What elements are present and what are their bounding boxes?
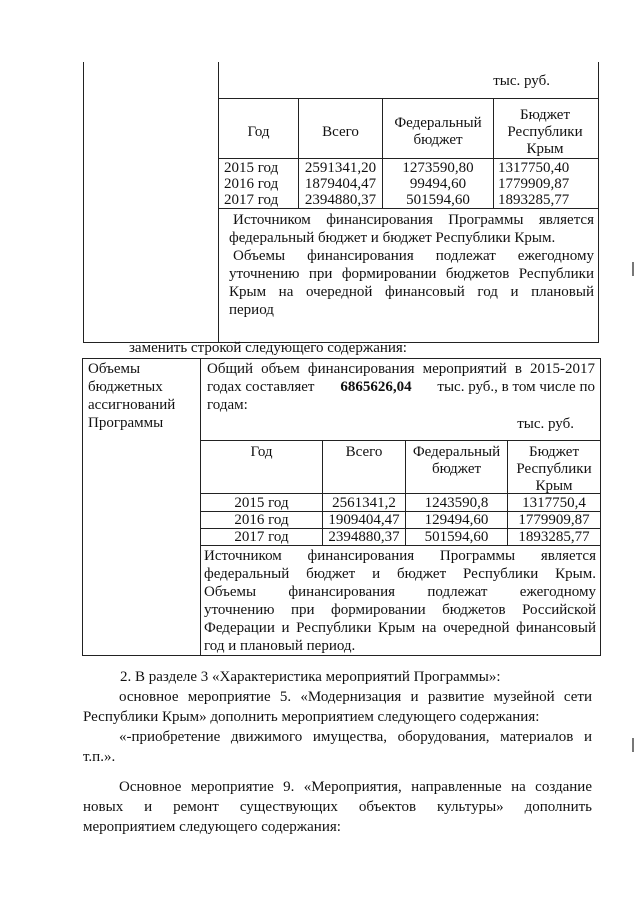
new-label-line-4: Программы [88, 415, 164, 431]
old-source-line-4: уточнению при формировании бюджетов Республики [229, 266, 594, 282]
section-2-heading: 2. В разделе 3 «Характеристика мероприятий Программы»: [120, 669, 501, 685]
new-row-2016-total: 1909404,47 [328, 512, 400, 528]
new-source-line-6: год и плановый период. [204, 638, 356, 654]
paragraph-1-line-2: Республики Крым» дополнить мероприятием следующего содержания: [83, 709, 540, 725]
old-row-2015-total: 2591341,20 [304, 160, 377, 176]
new-total-amount: 6865626,04 [340, 379, 412, 395]
paragraph-3-line-3: мероприятием следующего содержания: [83, 819, 341, 835]
old-source-line-2: федеральный бюджет и бюджет Республики Крым. [229, 230, 556, 246]
new-row-2015-total: 2561341,2 [332, 495, 396, 511]
old-row-2017-federal: 501594,60 [406, 192, 470, 208]
old-source-line-5: Крым на очередной финансовый год и плановый [229, 284, 594, 300]
new-row-2017-federal: 501594,60 [424, 529, 489, 545]
new-table-unit: тыс. руб. [517, 416, 574, 432]
new-header-federal: Федеральный бюджет [412, 444, 501, 477]
old-row-2015-federal: 1273590,80 [402, 160, 474, 176]
old-row-2016-crimea: 1779909,87 [498, 176, 570, 192]
new-header-total: Всего [345, 444, 383, 460]
old-row-2015-year: 2015 год [224, 160, 279, 176]
new-intro-line-3: годам: [207, 397, 248, 413]
new-label-line-1: Объемы [88, 361, 141, 377]
old-source-line-6: период [229, 302, 274, 318]
new-row-2015-year: 2015 год [234, 495, 289, 511]
new-row-2015-crimea: 1317750,4 [522, 495, 586, 511]
old-header-federal: Федеральный бюджет [394, 115, 482, 148]
old-header-total: Всего [322, 124, 359, 140]
new-header-crimea: Бюджет Республики Крым [516, 444, 592, 494]
new-source-line-2: федеральный бюджет и бюджет Республики Крым. [204, 566, 596, 582]
paragraph-2-line-2: т.п.». [83, 749, 116, 765]
old-row-2016-total: 1879404,47 [304, 176, 377, 192]
new-intro-text-a: годах составляет [207, 379, 315, 395]
old-row-2016-federal: 99494,60 [409, 176, 467, 192]
replace-instruction: заменить строкой следующего содержания: [129, 340, 407, 356]
new-source-line-1: Источником финансирования Программы является [204, 548, 596, 564]
old-header-year: Год [247, 124, 270, 140]
new-row-2015-federal: 1243590,8 [424, 495, 489, 511]
old-table-unit: тыс. руб. [493, 73, 550, 89]
new-label-line-3: ассигнований [88, 397, 176, 413]
scan-edge-mark [632, 738, 634, 752]
new-source-line-5: Федерации и Республики Крым на очередной финансовый [204, 620, 596, 636]
new-row-2016-crimea: 1779909,87 [518, 512, 590, 528]
old-source-line-3: Объемы финансирования подлежат ежегодному [233, 248, 594, 264]
scan-edge-mark [632, 262, 634, 276]
new-header-year: Год [250, 444, 273, 460]
new-intro-text-b: тыс. руб., в том числе по [437, 379, 595, 395]
new-intro-line-2 [207, 379, 595, 396]
new-row-2016-federal: 129494,60 [424, 512, 489, 528]
paragraph-3-line-2: новых и ремонт существующих объектов культуры» дополнить [83, 799, 592, 815]
old-row-2016-year: 2016 год [224, 176, 279, 192]
old-row-2017-crimea: 1893285,77 [498, 192, 570, 208]
old-header-crimea: Бюджет Республики Крым [507, 107, 583, 157]
old-source-line-1: Источником финансирования Программы является [233, 212, 594, 228]
new-label-line-2: бюджетных [88, 379, 163, 395]
new-source-line-4: уточнению при формировании бюджетов Российской [204, 602, 596, 618]
new-row-2016-year: 2016 год [234, 512, 289, 528]
new-row-2017-total: 2394880,37 [328, 529, 400, 545]
new-row-2017-crimea: 1893285,77 [518, 529, 590, 545]
paragraph-3-line-1: Основное мероприятие 9. «Мероприятия, направленные на создание [119, 779, 592, 795]
new-intro-line-1: Общий объем финансирования мероприятий в 2015-2017 [207, 361, 595, 377]
old-row-2017-total: 2394880,37 [304, 192, 377, 208]
old-row-2015-crimea: 1317750,40 [498, 160, 570, 176]
paragraph-2-line-1: «-приобретение движимого имущества, оборудования, материалов и [119, 729, 592, 745]
paragraph-1-line-1: основное мероприятие 5. «Модернизация и развитие музейной сети [119, 689, 592, 705]
old-row-2017-year: 2017 год [224, 192, 279, 208]
new-source-line-3: Объемы финансирования подлежат ежегодному [204, 584, 596, 600]
new-row-2017-year: 2017 год [234, 529, 289, 545]
